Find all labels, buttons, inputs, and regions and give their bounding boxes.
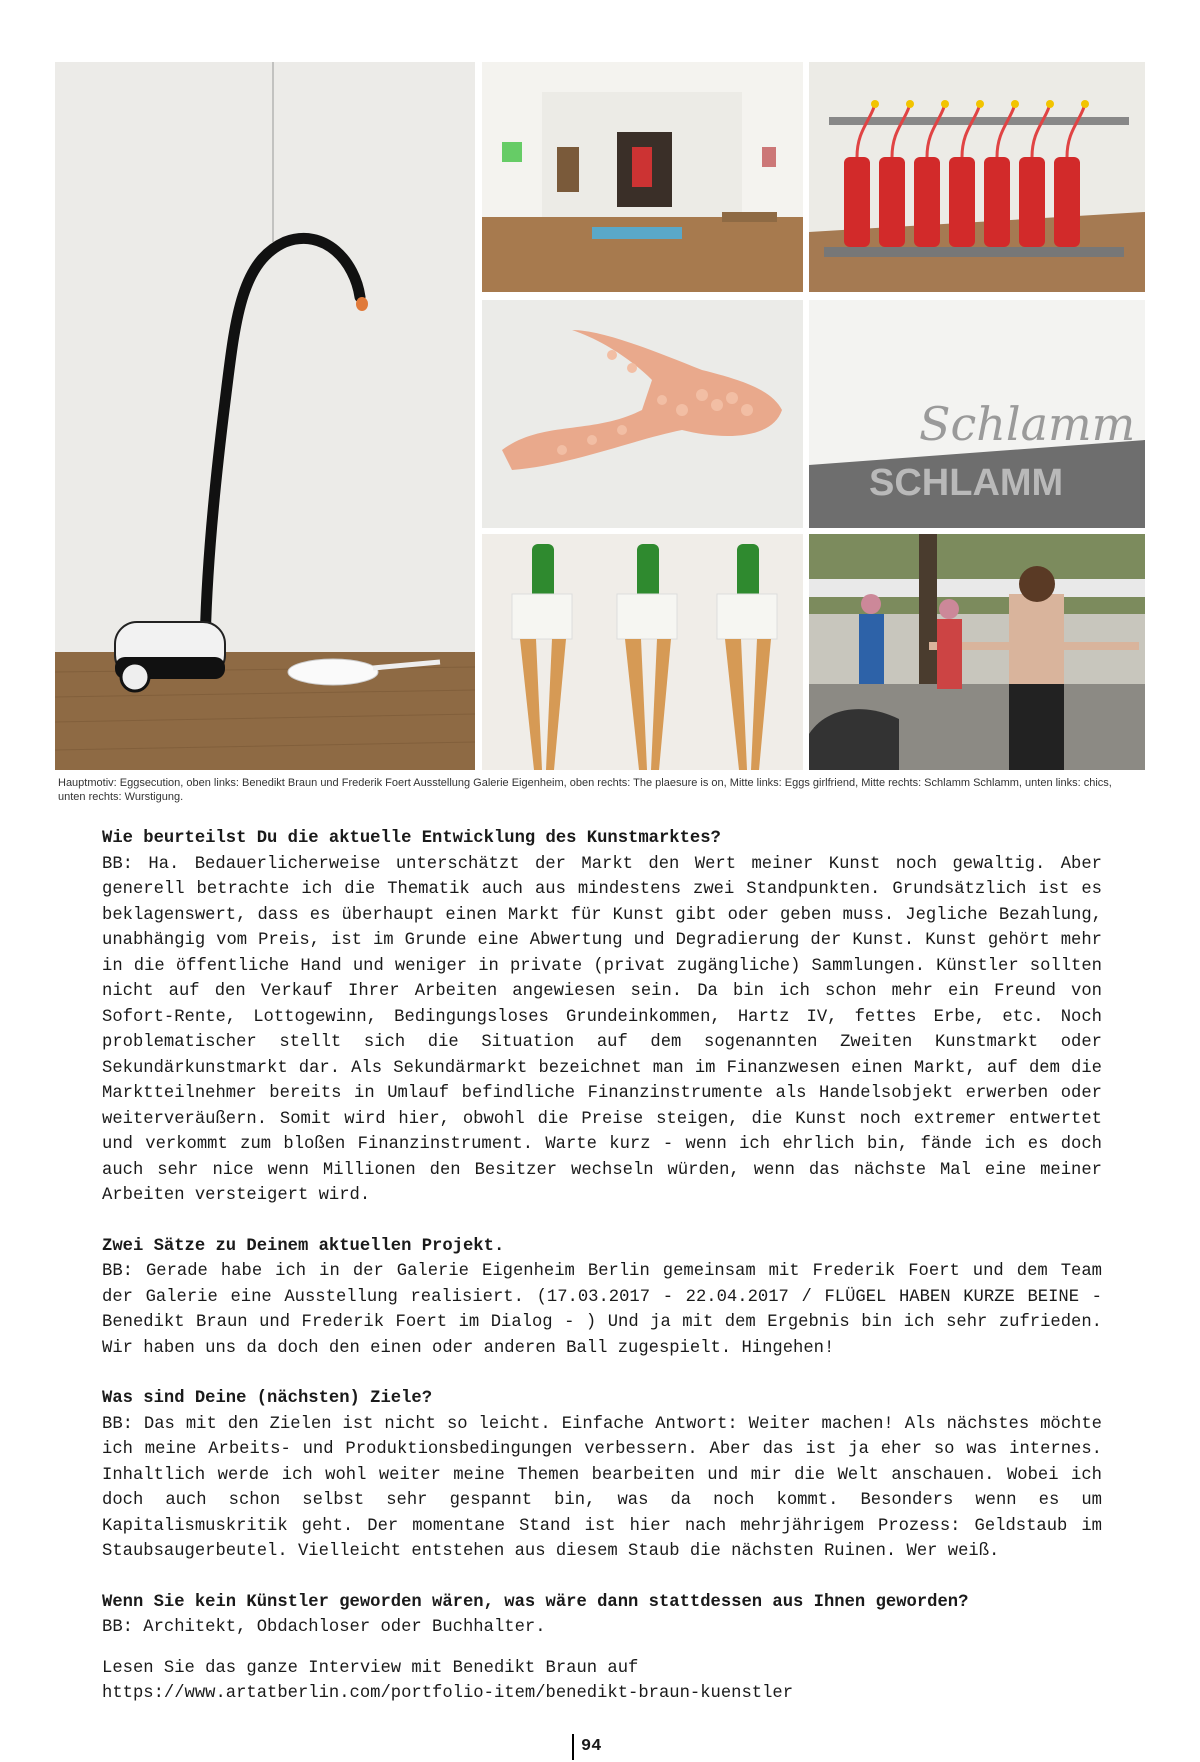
photo-chics [482,534,803,770]
schlamm-sign-bottom: SCHLAMM [869,462,1064,504]
answer-market: BB: Ha. Bedauerlicherweise unterschätzt der Markt den Wert meiner Kunst noch gewaltig. Aber generell betrachte ich die Thematik auch aus mindestens zwei Standpunkten. Grundsätzlich ist es beklagenswert, dass es überhaupt einen Markt für Kunst gibt oder geben muss. Jegliche Bezahlung, unabhängig vom Preis, ist im Grunde eine Abwertung und Degradierung der Kunst. Kunst gehört mehr in die öffentliche Hand und weniger in private (privat zugängliche) Sammlungen. Künstler sollten nicht auf den Verkauf Ihrer Arbeiten angewiesen sein. Da bin ich schon mehr ein Freund von Sofort-Rente, Lottogewinn, Bedingungsloses Grundeinkommen, Hartz IV, fettes Erbe, etc. Noch problematischer stellt sich die Situation auf dem sogenannten Zweiten Kunstmarkt oder Sekundärkunstmarkt dar. Als Sekundärmarkt bezeichnet man im Finanzwesen einen Markt, auf dem die Marktteilnehmer bereits in Umlauf befindliche Finanzinstrumente als Handelsobjekt erwerben oder weiterveräußern. Somit wird hier, obwohl die Preise steigen, die Kunst noch extremer entwertet und verkommt zum bloßen Finanzinstrument. Warte kurz - wenn ich ehrlich bin, fände ich es doch auch sehr nice wenn Millionen den Besitzer wechseln würden, wenn das nächste Mal eine meiner Arbeiten versteigert wird. [102,854,1102,1205]
photo-schlamm-schlamm [809,300,1145,528]
photo-wurstigung [809,534,1145,770]
question-market: Wie beurteilst Du die aktuelle Entwicklung des Kunstmarktes? [102,829,721,848]
schlamm-sign-top: Schlamm [919,397,1136,451]
answer-project: BB: Gerade habe ich in der Galerie Eigenheim Berlin gemeinsam mit Frederik Foert und dem Team der Galerie eine Ausstellung realisiert. (17.03.2017 - 22.04.2017 / FLÜGEL HABEN KURZE BEINE - Benedikt Braun und Frederik Foert im Dialog - ) Und ja mit dem Ergebnis bin ich sehr zufrieden. Wir haben uns da doch den einen oder anderen Ball zugespielt. Hingehen! [102,1262,1102,1358]
photo-gallery-room [482,62,803,292]
interview-article [102,826,1102,1707]
photo-caption: Hauptmotiv: Eggsecution, oben links: Benedikt Braun und Frederik Foert Ausstellung Galerie Eigenheim, oben rechts: The plaesure is on, Mitte links: Eggs girlfriend, Mitte rechts: Schlamm Schlamm, unten links: chics, unten rechts: Wurstigung. [58,777,1112,803]
question-project: Zwei Sätze zu Deinem aktuellen Projekt. [102,1236,505,1256]
photo-fire-extinguishers [809,62,1145,292]
photo-eggs-girlfriend [482,300,803,528]
page-number: 94 [572,1734,601,1760]
footer-read-more: Lesen Sie das ganze Interview mit Benedikt Braun auf [102,1658,639,1678]
question-goals: Was sind Deine (nächsten) Ziele? [102,1389,433,1408]
footer-url-link[interactable]: https://www.artatberlin.com/portfolio-item/benedikt-braun-kuenstler [102,1684,794,1703]
answer-goals: BB: Das mit den Zielen ist nicht so leicht. Einfache Antwort: Weiter machen! Als nächstes möchte ich meine Arbeits- und Produktionsbedingungen verbessern. Aber das ist ja eher so was internes. Inhaltlich werde ich wohl weiter meine Themen bearbeiten und mir die Welt anschauen. Wobei ich doch auch schon selbst sehr gespannt bin, was da noch kommt. Besonders wenn es um Kapitalismuskritik geht. Der momentane Stand ist hier nach mehrjährigem Prozess: Geldstaub im Staubsaugerbeutel. Vielleicht entstehen aus diesem Staub die nächsten Ruinen. Wer weiß. [102,1414,1102,1561]
question-alternative-career: Wenn Sie kein Künstler geworden wären, was wäre dann stattdessen aus Ihnen geworden? [102,1592,969,1612]
photo-eggsecution [55,62,475,770]
answer-alternative-career: BB: Architekt, Obdachloser oder Buchhalter. [102,1618,546,1637]
